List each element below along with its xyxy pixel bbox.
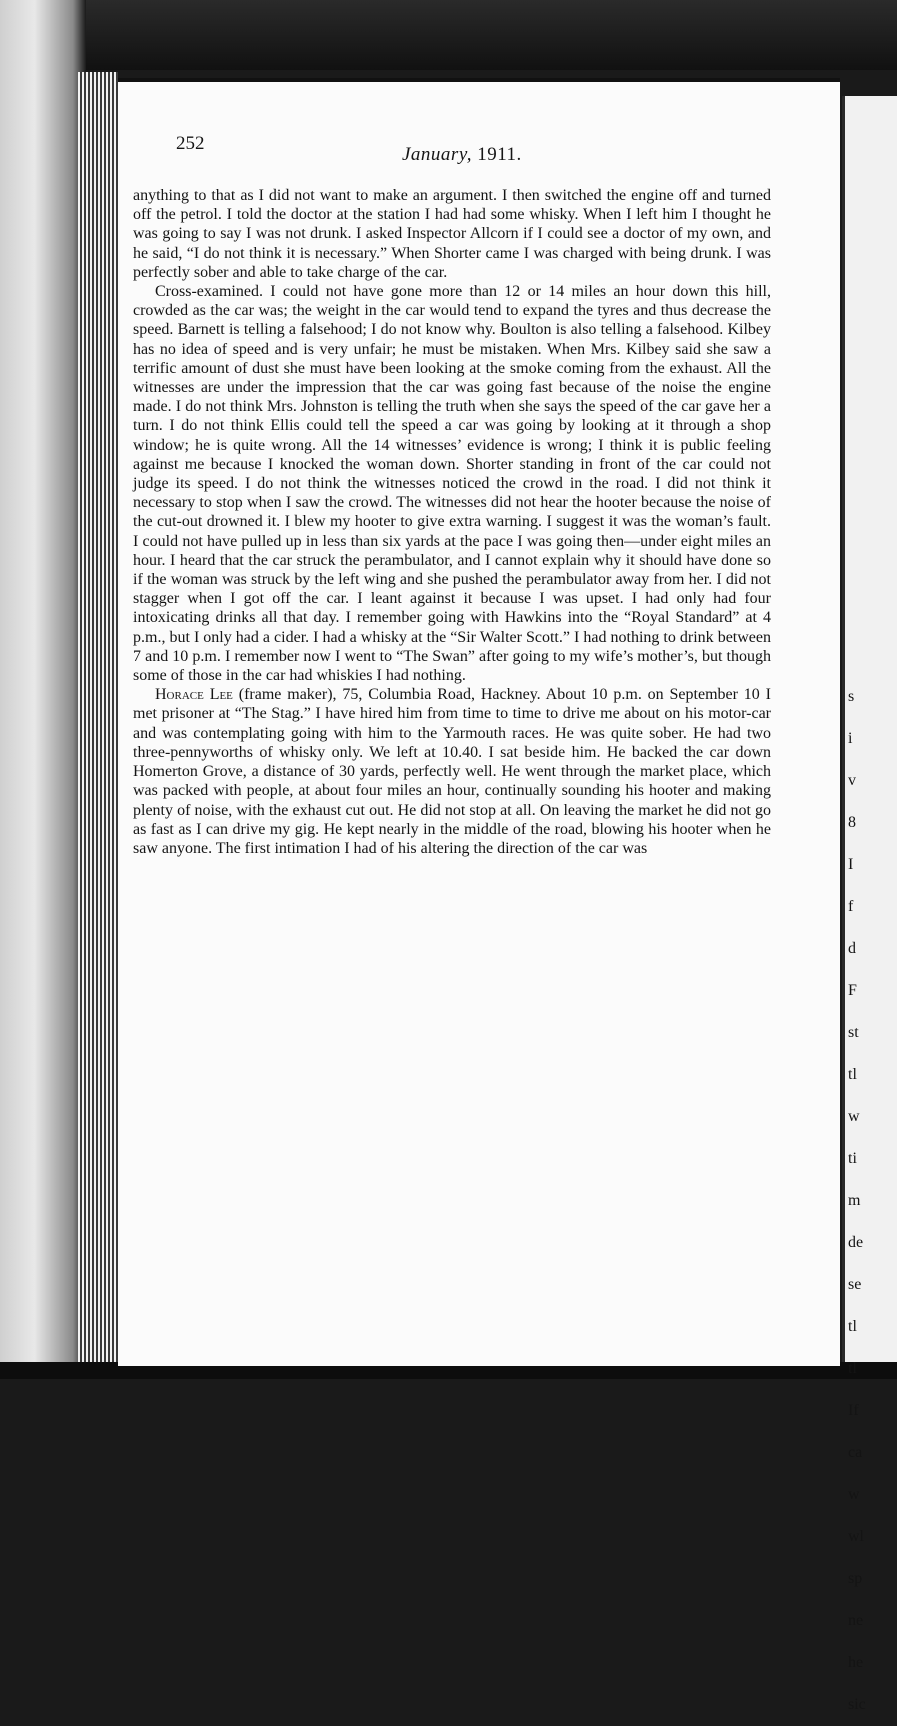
fragment: s [848, 688, 855, 705]
fragment: F [848, 982, 857, 999]
fragment: m [848, 1192, 861, 1209]
scanner-top-edge [0, 0, 897, 70]
scanner-left-margin [0, 0, 86, 1379]
fragment: tl [848, 1066, 857, 1083]
fragment: v [848, 772, 856, 789]
fragment: If [848, 1402, 859, 1419]
fragment: 8 [848, 814, 856, 831]
running-head-year: 1911. [477, 144, 522, 165]
fragment: ca [848, 1444, 863, 1461]
fragment: st [848, 1024, 859, 1041]
fragment: ti [848, 1150, 857, 1167]
body-text [133, 186, 771, 858]
fragment: ne [848, 1612, 864, 1629]
paragraph-cross-examined: Cross-examined. I could not have gone more than 12 or 14 miles an hour down this hill, crowded as the car was; the weight in the car would tend to expand the tyres and thus decrease the speed. Barnett is telling a falsehood; I do not know why. Boulton is also telling a falsehood. Kilbey has no idea of speed and is very unfair; he must be mistaken. When Mrs. Kilbey said she saw a terrific amount of dust she must have been looking at the smoke coming from the exhaust. All the witnesses are under the impression that the car was going fast because of the noise the engine made. I do not think Mrs. Johnston is telling the truth when she says the speed of the car gave her a turn. I do not think Ellis could tell the speed a car was going by looking at it through a shop window; he is quite wrong. All the 14 witnesses’ evidence is wrong; I think it is public feeling against me because I knocked the woman down. Shorter standing in front of the car could not judge its speed. I do not think the witnesses noticed the crowd in the road. I did not think it necessary to stop when I saw the crowd. The witnesses did not hear the hooter because the noise of the cut-out drowned it. I blew my hooter to give extra warning. I suggest it was the woman’s fault. I could not have pulled up in less than six yards at the pace I was going then—under eight miles an hour. I heard that the car struck the perambulator, and I cannot explain why it should have done so if the woman was struck by the left wing and she pushed the perambulator away from her. I did not stagger when I got off the car. I leant against it because I was upset. I had only had four intoxicating drinks all that day. I remember going with Hawkins into the “Royal Standard” at 4 p.m., but I only had a cider. I had a whisky at the “Sir Walter Scott.” I had nothing to drink between 7 and 10 p.m. I remember now I went to “The Swan” after going to my wife’s mother’s, but though some of those in the car had whiskies I had nothing. [133, 283, 771, 685]
paragraph-continued: anything to that as I did not want to make an argument. I then switched the engine off and turned off the petrol. I told the doctor at the station I had had some whisky. When I left him I thought he was going to say I was not drunk. I asked Inspector Allcorn if I could see a doctor of my own, and he said, “I do not think it is necessary.” When Shorter came I was charged with being drunk. I was perfectly sober and able to take charge of the car. [133, 187, 771, 281]
facing-page-fragments [848, 676, 892, 1726]
fragment: se [848, 1276, 862, 1293]
fragment: i [848, 730, 853, 747]
fragment: w [848, 1108, 860, 1125]
running-head-month: January, [402, 144, 472, 165]
fragment: wl [848, 1528, 864, 1545]
witness-testimony: (frame maker), 75, Columbia Road, Hackney. About 10 p.m. on September 10 I met prisoner at “The Stag.” I have hired him from time to time to drive me about on his motor-car and was contemplating going with him to the Yarmouth races. He was quite sober. He had two three-pennyworths of whisky only. We left at 10.40. I sat beside him. He backed the car down Homerton Grove, a distance of 30 yards, perfectly well. He went through the market place, which was packed with people, at about four miles an hour, continually sounding his hooter and making plenty of noise, with the exhaust cut out. He did not stop at all. On leaving the market he did not go as fast as I can drive my gig. He kept nearly in the middle of the road, blowing his hooter when he saw anyone. The first intimation I had of his altering the direction of the car was [133, 686, 771, 857]
fragment: d [848, 940, 856, 957]
running-head [402, 144, 522, 166]
fragment: de [848, 1234, 864, 1251]
fragment: sic [848, 1696, 866, 1713]
fragment: f [848, 898, 854, 915]
fragment: sp [848, 1570, 863, 1587]
page-number: 252 [176, 133, 205, 154]
fragment: tl [848, 1360, 857, 1377]
book-spine [78, 72, 118, 1362]
fragment: he [848, 1654, 864, 1671]
paragraph-witness [133, 685, 771, 858]
fragment: I [848, 856, 854, 873]
witness-name: Horace Lee [155, 686, 233, 704]
fragment: tl [848, 1318, 857, 1335]
fragment: w [848, 1486, 860, 1503]
